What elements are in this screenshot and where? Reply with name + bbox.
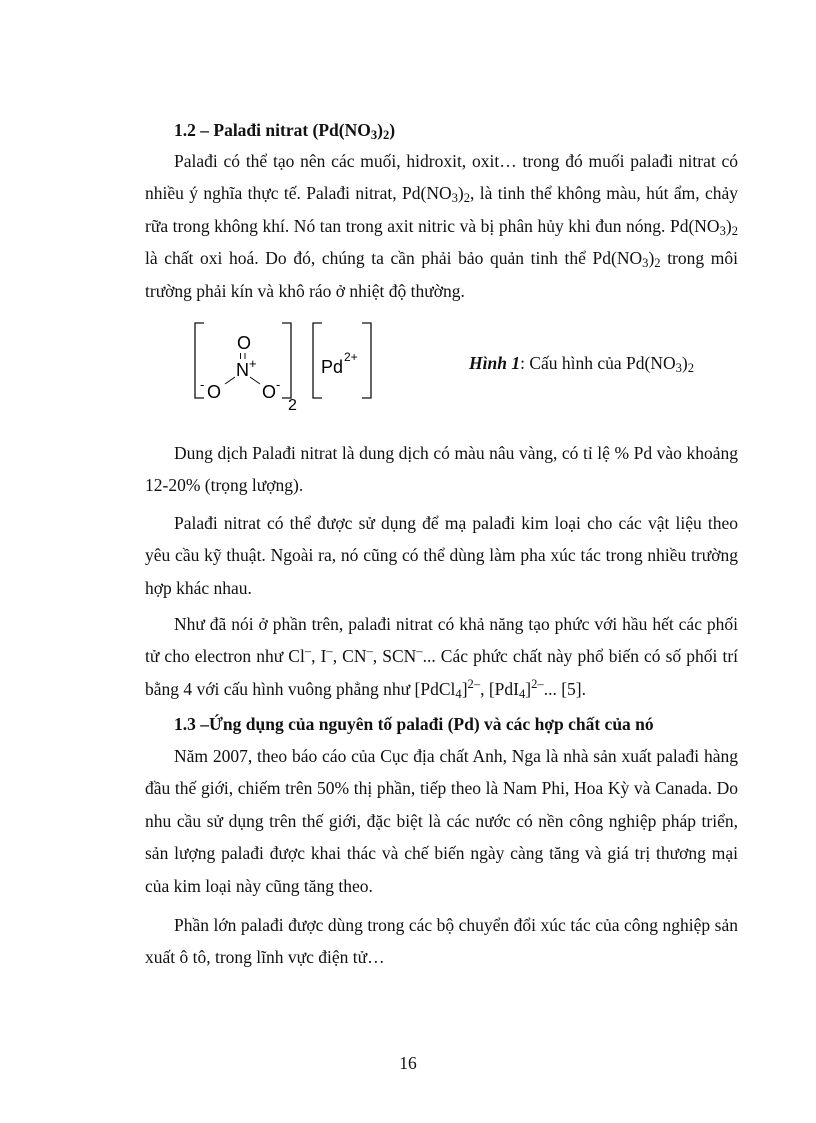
paragraph-intro: Palađi có thể tạo nên các muối, hidroxit, oxit… trong đó muối palađi nitrat có nhiều ý nghĩa thực tế. Palađi nitrat, $Pd(NO_3)_2$, là tinh thể không màu, hút ẩm, chảy rữa trong không khí. Nó tan trong axit nitric và bị phân hủy khi đun nóng. $Pd(NO_3)_2$ là chất oxi hoá. Do đó, chúng ta cần phải bảo quản tinh thể $Pd(NO_3)_2$ trong môi trường phải kín và khô ráo ở nhiệt độ thường. (145, 151, 739, 301)
pd-nitrate-structure-diagram (190, 318, 390, 418)
o-left-charge: - (200, 377, 205, 392)
bond-n-o-left (225, 377, 235, 384)
paragraph-complexes: Như đã nói ở phần trên, palađi nitrat có khả năng tạo phức với hầu hết các phối tử cho electron như Cl–, I–, CN–, SCN–... Các phức chất này phổ biến có số phối trí bằng 4 với cấu hình vuông phẳng như [PdCl$_4$]$^{2-}$, $[PdI_4]^{2-}$... [5]. (145, 614, 739, 701)
section-heading-1-3: 1.3 –Ứng dụng của nguyên tố palađi (Pd) và các hợp chất của nó (174, 714, 654, 734)
right-bracket-close (362, 323, 371, 398)
bond-n-o-right (250, 377, 260, 384)
section-heading-1-2: 1.2 – Palađi nitrat $(Pd(NO_3)_2)$ (174, 120, 396, 143)
atom-o-top: O (237, 333, 252, 353)
left-bracket-close (282, 323, 291, 398)
structure-figure (190, 318, 390, 418)
paragraph-solution: Dung dịch Palađi nitrat là dung dịch có màu nâu vàng, có tỉ lệ % Pd vào khoảng 12-20% (trọng lượng). (145, 443, 738, 496)
metal-pd: Pd (321, 357, 344, 377)
figure-caption: Hình 1: Cấu hình của $Pd(NO_3)_2$ (469, 353, 695, 376)
atom-n: N (236, 360, 249, 380)
paragraph-production: Năm 2007, theo báo cáo của Cục địa chất Anh, Nga là nhà sản xuất palađi hàng đầu thế giới, chiếm trên 50% thị phần, tiếp theo là Nam Phi, Hoa Kỳ và Canada. Do nhu cầu sử dụng trên thế giới, đặc biệt là các nước có nền công nghiệp pháp triển, sản lượng palađi được khai thác và chế biến ngày càng tăng và giá trị thương mại của kim loại này cũng tăng theo. (145, 746, 738, 896)
o-right-charge: - (276, 377, 281, 392)
nitrate-subscript: 2 (288, 397, 297, 414)
page-number: 16 (399, 1053, 417, 1073)
paragraph-uses: Palađi nitrat có thể được sử dụng để mạ palađi kim loại cho các vật liệu theo yêu cầu kỹ thuật. Ngoài ra, nó cũng có thể dùng làm pha xúc tác trong nhiều trường hợp khác nhau. (145, 513, 738, 598)
paragraph-applications: Phần lớn palađi được dùng trong các bộ chuyển đổi xúc tác của công nghiệp sản xuất ô tô, trong lĩnh vực điện tử… (145, 915, 738, 968)
atom-o-left: O (207, 382, 222, 402)
atom-o-right: O (262, 382, 277, 402)
n-charge: + (249, 356, 257, 371)
metal-charge: 2+ (344, 350, 358, 364)
